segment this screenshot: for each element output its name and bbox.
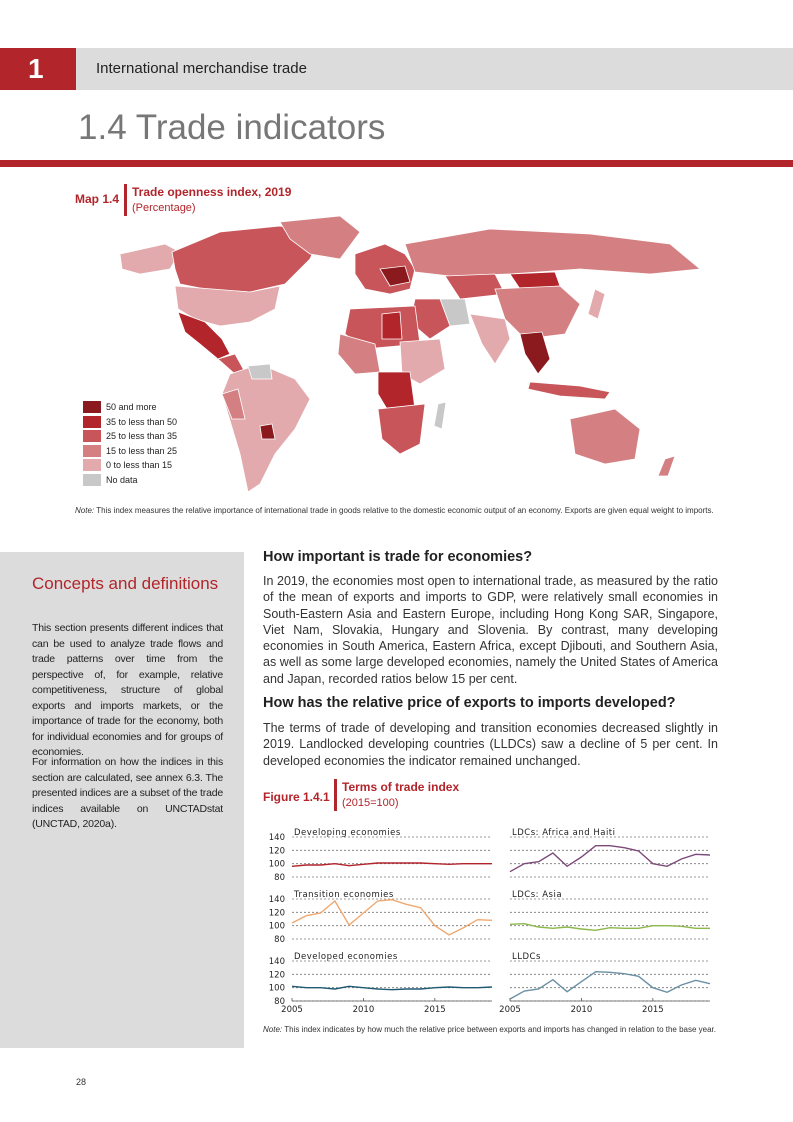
y-tick-label: 100: [268, 983, 285, 994]
legend-label: 25 to less than 35: [106, 431, 178, 442]
map-region-paraguay: [260, 424, 275, 439]
map-region-japan: [588, 289, 605, 319]
legend-item: [83, 473, 177, 488]
map-region-indonesia: [528, 382, 610, 399]
series-line: [510, 972, 710, 999]
x-tick-label: 2015: [424, 1005, 446, 1015]
note-prefix: Note:: [75, 506, 95, 515]
y-tick-label: 100: [268, 921, 285, 932]
panel-title: LLDCs: [512, 952, 541, 962]
map-region-madagascar: [434, 402, 446, 429]
y-tick-label: 140: [268, 833, 285, 843]
map-region-russia: [405, 229, 700, 276]
map-region-australia: [570, 409, 640, 464]
panel-title: Developed economies: [294, 952, 398, 962]
x-tick-label: 2010: [570, 1005, 593, 1015]
sidebar-heading: Concepts and definitions: [32, 574, 219, 593]
map-region-southern-africa: [378, 404, 425, 454]
legend-swatch: [83, 401, 101, 413]
y-tick-label: 100: [268, 859, 285, 870]
section-body: The terms of trade of developing and transition economies decreased slightly in 2019. Landlocked developing countries (LLDCs) saw a decline of 5 per cent. In developed economies the indicator remained unchanged.: [263, 721, 718, 768]
x-tick-label: 2015: [642, 1005, 664, 1015]
terms-of-trade-chart: [255, 825, 725, 1020]
y-tick-label: 80: [274, 935, 285, 945]
legend-swatch: [83, 430, 101, 442]
y-tick-label: 120: [268, 908, 285, 919]
legend-label: 0 to less than 15: [106, 460, 173, 471]
panel-title: Developing economies: [294, 828, 401, 838]
section-body: In 2019, the economies most open to international trade, as measured by the ratio of the mean of exports and imports to GDP, were relatively small economies in South-Eastern Asia and Eastern Europe, including Hong Kong SAR, Singapore, Viet Nam, Slovakia, Hungary and Slovenia. By contrast, many developing economies in South America, Eastern Africa, except Djibouti, and Southern Asia, as well as some large developed economies, namely the United States of America and Japan, recorded ratios below 15 per cent.: [263, 574, 718, 686]
legend-label: 50 and more: [106, 402, 157, 413]
figure-caption-bar: [334, 779, 337, 811]
panel-title: LDCs: Africa and Haiti: [512, 828, 616, 838]
legend-item: [83, 400, 177, 415]
page-number: 28: [76, 1077, 87, 1087]
series-line: [510, 924, 710, 931]
legend-label: 35 to less than 50: [106, 416, 178, 427]
map-region-libya: [382, 312, 402, 339]
map-caption-bar: [124, 184, 127, 216]
map-region-se-asia: [520, 332, 550, 374]
legend-item: [83, 429, 177, 444]
legend-swatch: [83, 459, 101, 471]
x-tick-label: 2005: [281, 1005, 303, 1015]
map-legend: [83, 400, 177, 487]
sidebar-paragraph: For information on how the indices in this section are calculated, see annex 6.3. The presented indices are a subset of the trade indices available on UNCTADstat (UNCTAD, 2020a).: [32, 756, 223, 830]
x-tick-label: 2010: [352, 1005, 375, 1015]
y-tick-label: 140: [268, 895, 285, 905]
note-text: This index measures the relative importance of international trade in goods relative to the domestic economic output of an economy. Exports are given equal weight to imports.: [96, 506, 714, 515]
y-tick-label: 80: [274, 997, 285, 1007]
panel-title: LDCs: Asia: [512, 890, 563, 900]
y-tick-label: 140: [268, 957, 285, 967]
legend-label: No data: [106, 474, 138, 485]
map-region-alaska: [120, 244, 180, 274]
chapter-title: International merchandise trade: [96, 60, 307, 77]
title-divider: [0, 160, 793, 167]
figure-subtitle: (2015=100): [342, 797, 399, 809]
section-heading: How important is trade for economies?: [263, 549, 533, 565]
legend-swatch: [83, 416, 101, 428]
legend-label: 15 to less than 25: [106, 445, 178, 456]
map-title: Trade openness index, 2019: [132, 185, 292, 199]
figure-title: Terms of trade index: [342, 780, 460, 794]
page-title: 1.4 Trade indicators: [78, 108, 386, 147]
x-tick-label: 2005: [499, 1005, 521, 1015]
panel-title: Transition economies: [294, 890, 394, 900]
section-heading: How has the relative price of exports to imports developed?: [263, 695, 676, 711]
map-subtitle: (Percentage): [132, 202, 196, 214]
chapter-number: 1: [0, 48, 76, 90]
map-region-new-zealand: [658, 456, 675, 476]
legend-item: [83, 444, 177, 459]
map-label: Map 1.4: [75, 192, 120, 206]
legend-item: [83, 415, 177, 430]
sidebar-paragraph: This section presents different indices that can be used to analyze trade flows and trade patterns over time from the perspective of, for example, relative competitiveness, structure of global exports and imports markets, or the importance of trade for the economy, both for individual economies and for groups of economies.: [32, 622, 223, 758]
figure-note: [263, 1024, 723, 1035]
note-text: This index indicates by how much the relative price between exports and imports has changed in relation to the base year.: [284, 1025, 717, 1034]
map-region-india: [470, 314, 510, 364]
legend-swatch: [83, 474, 101, 486]
series-line: [510, 846, 710, 872]
map-region-kazakhstan: [445, 274, 505, 299]
legend-swatch: [83, 445, 101, 457]
series-line: [292, 900, 492, 935]
y-tick-label: 120: [268, 970, 285, 981]
y-tick-label: 120: [268, 846, 285, 857]
y-tick-label: 80: [274, 873, 285, 883]
map-note: [75, 505, 725, 516]
world-map: [110, 214, 730, 499]
legend-item: [83, 458, 177, 473]
figure-label: Figure 1.4.1: [263, 790, 330, 804]
note-prefix: Note:: [263, 1025, 283, 1034]
map-region-venezuela: [248, 364, 272, 379]
